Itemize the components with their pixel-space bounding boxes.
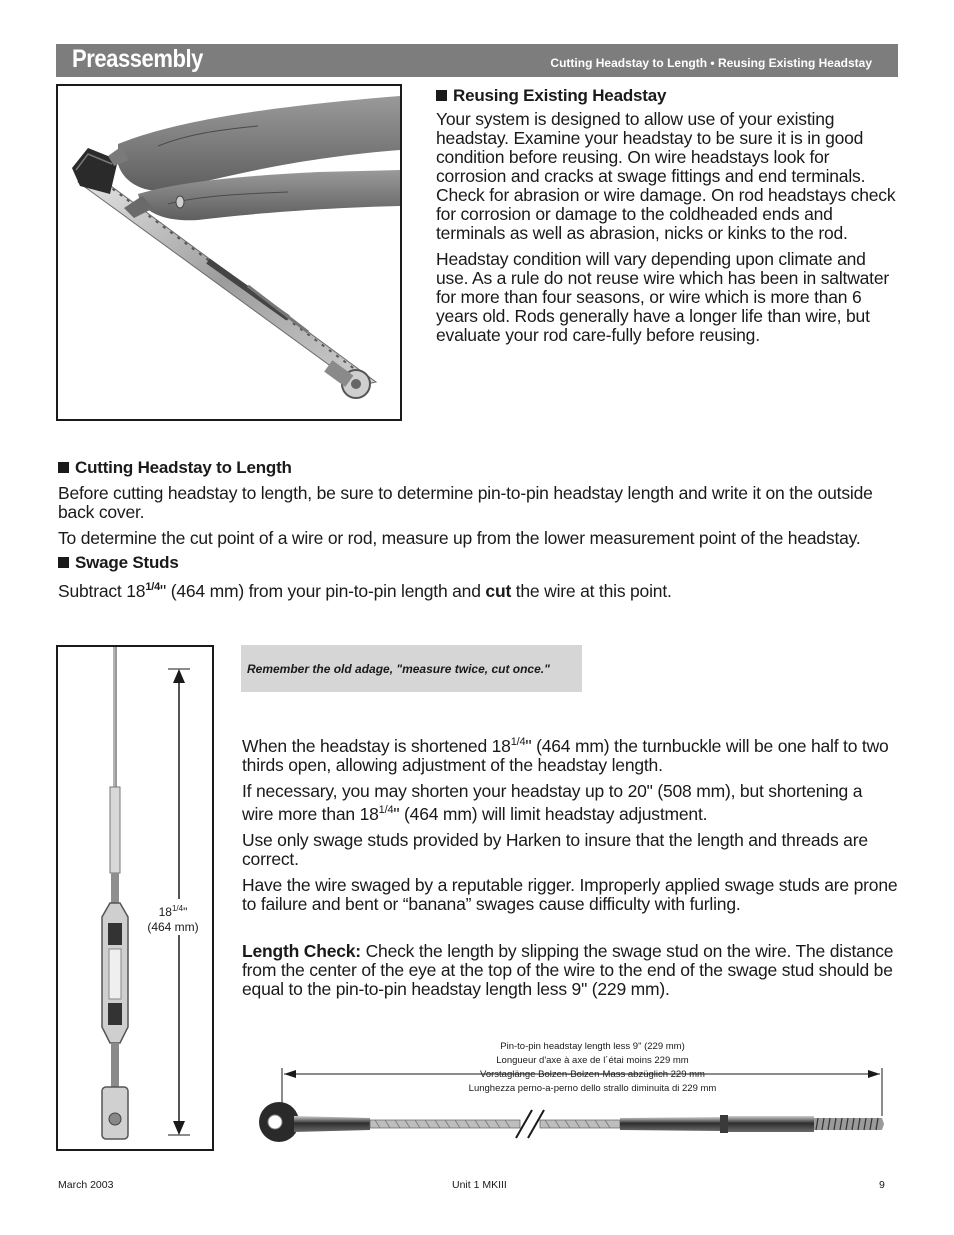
square-bullet-icon: [436, 90, 447, 101]
shorten-text: [242, 733, 898, 921]
page-title: Preassembly: [72, 45, 203, 73]
reusing-text: [436, 110, 898, 352]
shorten-paragraph: Use only swage studs provided by Harken to insure that the length and threads are correct.: [242, 829, 868, 869]
length-check-diagram: [250, 1060, 890, 1150]
reusing-paragraph: Your system is designed to allow use of your existing headstay. Examine your headstay to be sure it is in good condition before reusing. On wire headstays look for corrosion and cracks at swage fittings and end terminals. Check for abrasion or wire damage. On rod headstays check for corrosion or damage to the coldheaded ends and terminals as well as abrasion, nicks or kinks to the rod.: [436, 109, 896, 243]
cutting-text: [58, 484, 898, 555]
footer-unit: Unit 1 MKIII: [452, 1179, 507, 1191]
shorten-paragraph: If necessary, you may shorten your headstay up to 20" (508 mm), but shortening a wire more than $18^{1/4}$" (464 mm) will limit headstay adjustment.: [242, 780, 863, 824]
page-number: 9: [879, 1179, 885, 1191]
tip-text: Remember the old adage, "measure twice, cut once.": [247, 662, 550, 676]
dimension-label: $18^{1/4}$" (464 mm): [147, 904, 199, 934]
reusing-heading: Reusing Existing Headstay: [436, 86, 666, 106]
measuring-illustration: [58, 86, 400, 419]
swage-heading: Swage Studs: [58, 553, 179, 573]
turnbuckle-illustration: [58, 647, 212, 1149]
measuring-photo: [56, 84, 402, 421]
caption-line-en: Pin-to-pin headstay length less 9" (229 mm): [500, 1041, 685, 1052]
square-bullet-icon: [58, 462, 69, 473]
caption-line-de: Vorstaglänge Bolzen-Bolzen-Mass abzüglich 229 mm: [480, 1069, 705, 1080]
header-bar: [56, 44, 898, 77]
cutting-paragraph: Before cutting headstay to length, be sure to determine pin-to-pin headstay length and write it on the outside back cover.: [58, 483, 873, 522]
caption-line-fr: Longueur d'axe à axe de l´étai moins 229 mm: [496, 1055, 689, 1066]
tip-box: [241, 645, 582, 692]
turnbuckle-photo: [56, 645, 214, 1151]
shorten-paragraph: Have the wire swaged by a reputable rigger. Improperly applied swage studs are prone to failure and bent or “banana” swages cause difficulty with furling.: [242, 874, 898, 914]
shorten-paragraph: When the headstay is shortened $18^{1/4}$" (464 mm) the turnbuckle will be one half to two thirds open, allowing adjustment of the headstay length.: [242, 735, 889, 775]
square-bullet-icon: [58, 557, 69, 568]
footer-date: March 2003: [58, 1179, 114, 1191]
reusing-paragraph: Headstay condition will vary depending upon climate and use. As a rule do not reuse wire which has been in saltwater for more than four seasons, or wire which is more than 6 years old. Rods generally have a longer life than wire, but evaluate your rod care-fully before reusing.: [436, 249, 889, 345]
length-check-text: Length Check: Check the length by slipping the swage stud on the wire. The distance from the center of the eye at the top of the wire to the end of the swage stud should be equal to the pin-to-pin headstay length less 9" (229 mm).: [242, 941, 894, 999]
page-subtitle: Cutting Headstay to Length • Reusing Existing Headstay: [550, 56, 872, 70]
caption-line-it: Lunghezza perno-a-perno dello strallo diminuita di 229 mm: [468, 1083, 717, 1094]
cutting-paragraph: To determine the cut point of a wire or rod, measure up from the lower measurement point of the headstay.: [58, 528, 861, 548]
swage-text: Subtract $18^{1/4}$" (464 mm) from your pin-to-pin length and cut the wire at this point.: [58, 580, 672, 601]
cutting-heading: Cutting Headstay to Length: [58, 458, 292, 478]
